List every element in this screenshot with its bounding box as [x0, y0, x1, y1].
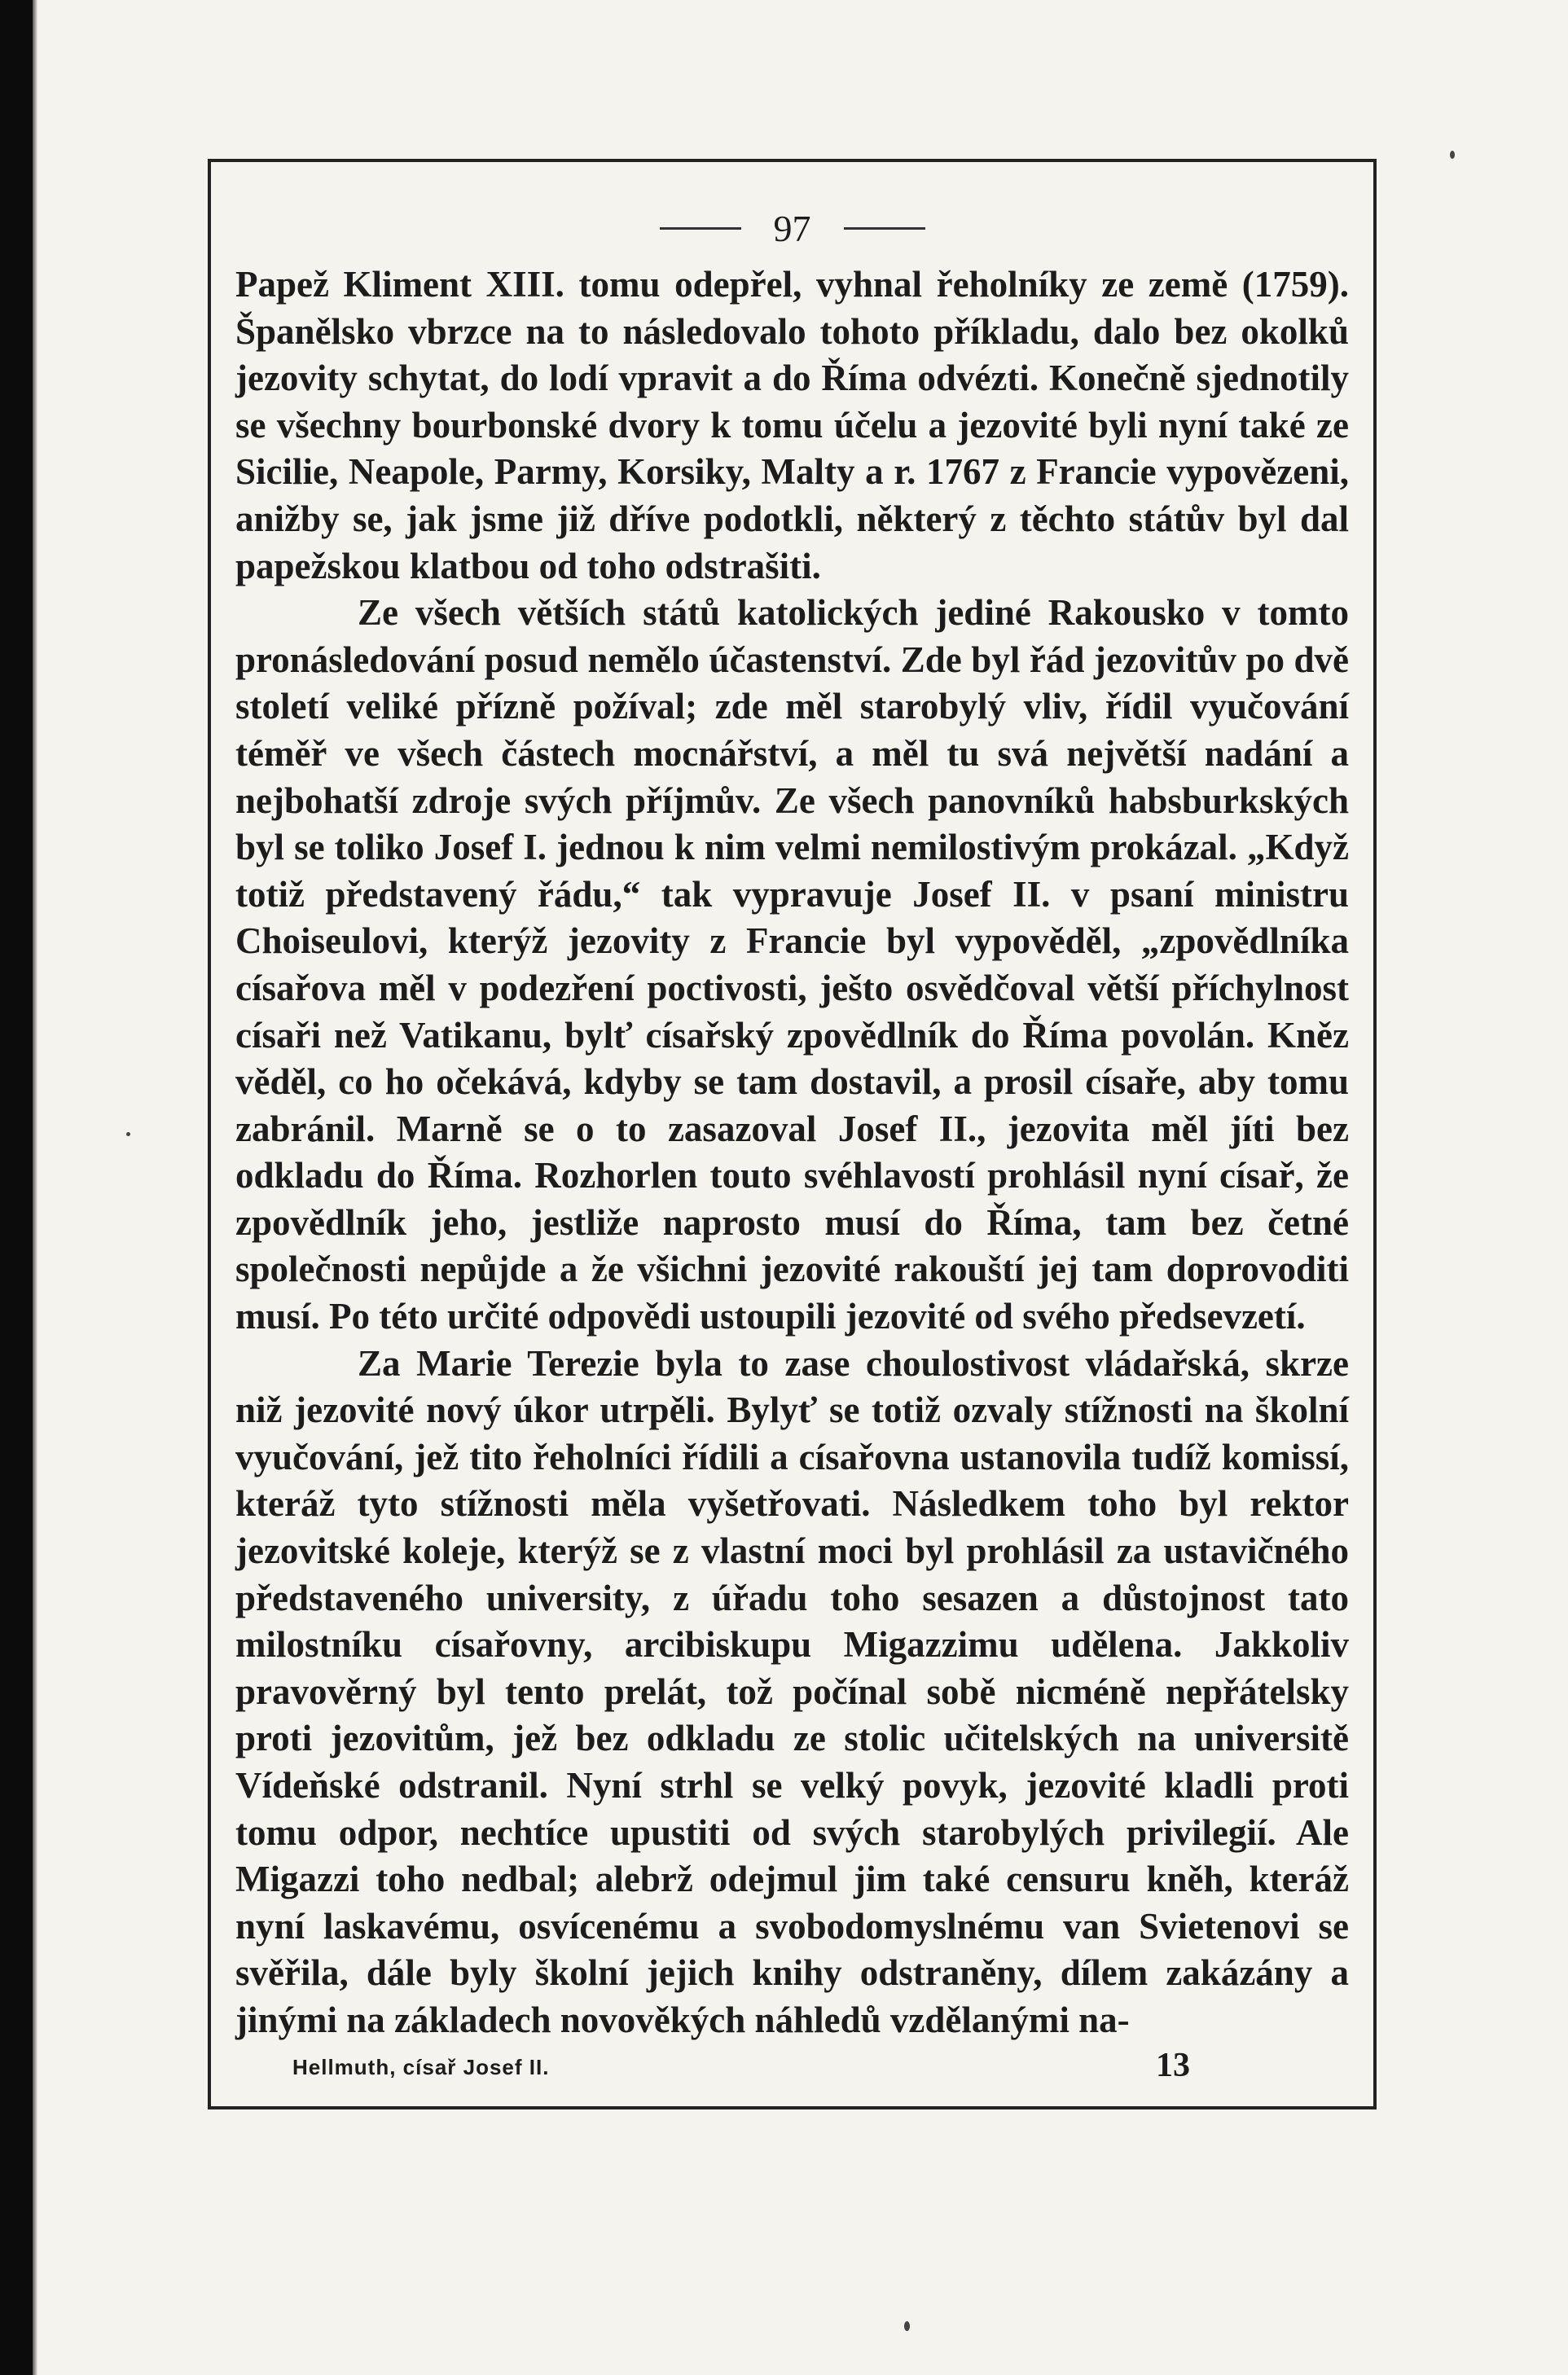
- header-rule-right: [844, 227, 925, 230]
- body-text: [235, 261, 1349, 2044]
- header-rule-left: [660, 227, 741, 230]
- page-header: [211, 207, 1373, 250]
- paper-speck: [904, 2321, 910, 2331]
- page-footer: [260, 2039, 1324, 2088]
- paragraph: Za Marie Terezie byla to zase choulostivost vládařská, skrze niž jezovité nový úkor utrpěli. Bylyť se totiž ozvaly stížnosti na školní vyučování, jež tito řeholníci řídili a císařovna ustanovila tudíž komissí, kteráž tyto stížnosti měla vyšetřovati. Následkem toho byl rektor jezovitské koleje, kterýž se z vlastní moci byl prohlásil za ustavičného představeného university, z úřadu toho sesazen a důstojnost tato milostníku císařovny, arcibiskupu Migazzimu udělena. Jakkoliv pravověrný byl tento prelát, tož počínal sobě nicméně nepřátelsky proti jezovitům, jež bez odkladu ze stolic učitelských na universitě Vídeňské odstranil. Nyní strhl se velký povyk, jezovité kladli proti tomu odpor, nechtíce upustiti od svých starobylých privilegií. Ale Migazzi toho nedbal; alebrž odejmul jim také censuru kněh, kteráž nyní laskavému, osvícenému a svobodomyslnému van Svietenovi se svěřila, dále byly školní jejich knihy odstraněny, dílem zakázány a jinými na základech novověkých náhledů vzdělanými na-: [235, 1342, 1349, 2040]
- paragraph: Papež Kliment XIII. tomu odepřel, vyhnal řeholníky ze země (1759). Španělsko vbrzce na to následovalo tohoto příkladu, dalo bez okolků jezovity schytat, do lodí vpravit a do Říma odvézti. Konečně sjednotily se všechny bourbonské dvory k tomu účelu a jezovité byli nyní také ze Sicilie, Neapole, Parmy, Korsiky, Malty a r. 1767 z Francie vypovězeni, anižby se, jak jsme již dříve podotkli, některý z těchto státův byl dal papežskou klatbou od toho odstrašiti.: [235, 264, 1349, 586]
- page-number: 97: [773, 208, 811, 249]
- sheet-number: 13: [1156, 2047, 1190, 2084]
- signature-mark: Hellmuth, císař Josef II.: [292, 2055, 550, 2079]
- book-spine: [0, 0, 33, 2375]
- paper-speck: [126, 1132, 130, 1136]
- paper-speck: [1450, 151, 1455, 159]
- page-frame: [208, 159, 1377, 2109]
- spine-edge: [33, 0, 37, 2375]
- paragraph: Ze všech větších států katolických jediné Rakousko v tomto pronásledování posud nemělo účastenství. Zde byl řád jezovitův po dvě století veliké přízně požíval; zde měl starobylý vliv, řídil vyučování téměř ve všech částech mocnářství, a měl tu svá největší nadání a nejbohatší zdroje svých příjmův. Ze všech panovníků habsburkských byl se toliko Josef I. jednou k nim velmi nemilostivým prokázal. „Když totiž představený řádu,“ tak vypravuje Josef II. v psaní ministru Choiseulovi, kterýž jezovity z Francie byl vypověděl, „zpovědlníka císařova měl v podezření poctivosti, ješto osvědčoval větší příchylnost císaři než Vatikanu, bylť císařský zpovědlník do Říma povolán. Kněz věděl, co ho očekává, kdyby se tam dostavil, a prosil císaře, aby tomu zabránil. Marně se o to zasazoval Josef II., jezovita měl jíti bez odkladu do Říma. Rozhorlen touto svéhlavostí prohlásil nyní císař, že zpovědlník jeho, jestliže naprosto musí do Říma, tam bez četné společnosti nepůjde a že všichni jezovité rakouští jej tam doprovoditi musí. Po této určité odpovědi ustoupili jezovité od svého předsevzetí.: [235, 592, 1349, 1337]
